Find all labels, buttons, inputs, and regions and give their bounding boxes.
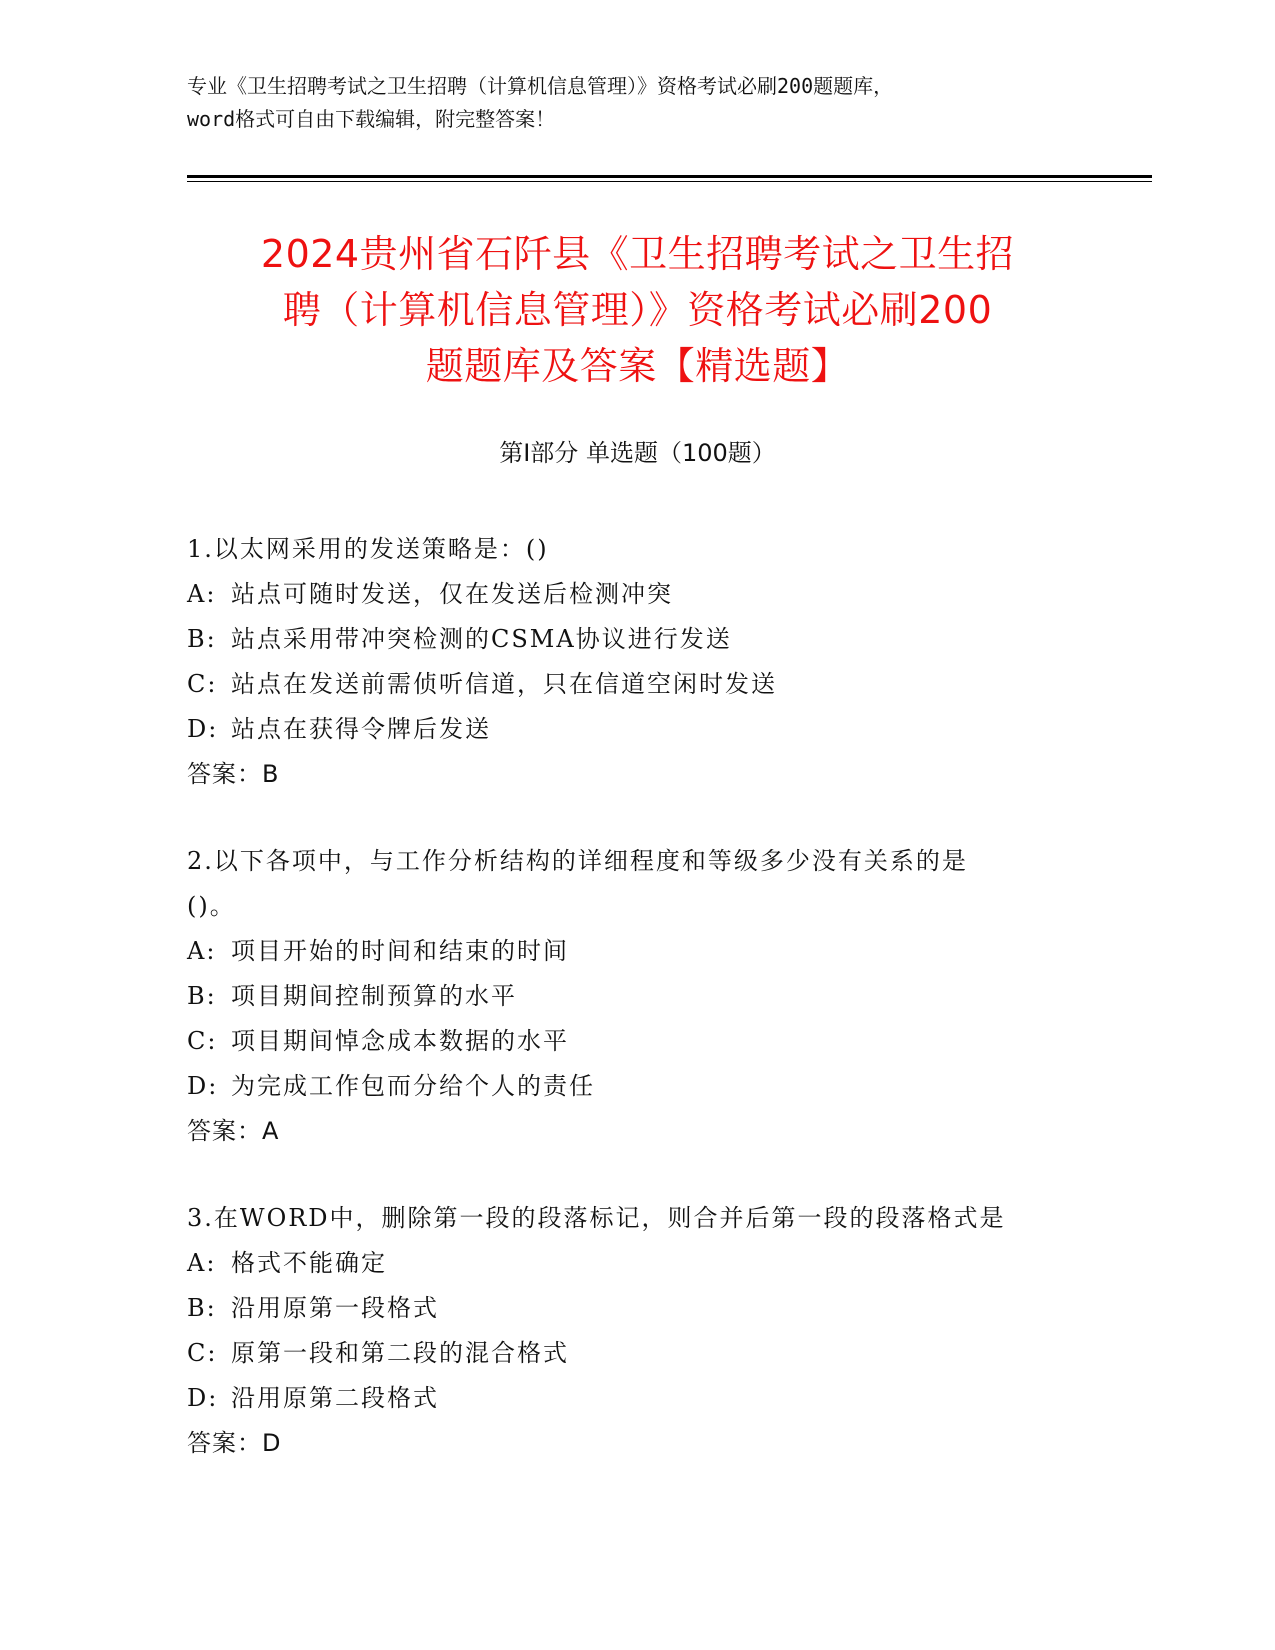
option-a: [187, 572, 1087, 617]
question-stem-continued: ()。: [187, 892, 236, 920]
option-text: 项目开始的时间和结束的时间: [231, 937, 569, 965]
option-letter: C:: [187, 670, 218, 698]
section-title: 第I部分 单选题（100题）: [499, 439, 776, 467]
option-letter: D:: [187, 1384, 219, 1412]
header-line-2: word格式可自由下载编辑，附完整答案！: [187, 107, 556, 131]
answer-line: 答案：A: [187, 1117, 280, 1145]
option-b: [187, 1286, 1087, 1331]
option-a: [187, 1241, 1087, 1286]
option-text: 站点在发送前需侦听信道，只在信道空闲时发送: [231, 670, 777, 698]
option-letter: B:: [187, 982, 217, 1010]
option-letter: B:: [187, 1294, 217, 1322]
option-text: 项目期间控制预算的水平: [231, 982, 517, 1010]
title-line-1: 2024贵州省石阡县《卫生招聘考试之卫生招: [260, 232, 1015, 276]
option-letter: D:: [187, 715, 219, 743]
answer-line: 答案：B: [187, 760, 280, 788]
option-d: [187, 707, 1087, 752]
option-text: 格式不能确定: [231, 1249, 387, 1277]
option-letter: C:: [187, 1339, 218, 1367]
option-text: 站点在获得令牌后发送: [231, 715, 491, 743]
answer-line: 答案：D: [187, 1429, 282, 1457]
header-rule-thick: [187, 175, 1152, 178]
question-stem: 1.以太网采用的发送策略是：(): [187, 535, 549, 563]
option-letter: C:: [187, 1027, 218, 1055]
option-letter: A:: [187, 937, 217, 965]
question-list: [187, 527, 1087, 1508]
option-letter: B:: [187, 625, 217, 653]
option-text: 站点可随时发送，仅在发送后检测冲突: [231, 580, 673, 608]
header-line-1: 专业《卫生招聘考试之卫生招聘（计算机信息管理）》资格考试必刷200题题库，: [187, 74, 894, 98]
question-stem: 2.以下各项中，与工作分析结构的详细程度和等级多少没有关系的是: [187, 847, 968, 875]
option-letter: A:: [187, 1249, 217, 1277]
option-text: 为完成工作包而分给个人的责任: [231, 1072, 595, 1100]
option-text: 站点采用带冲突检测的CSMA协议进行发送: [231, 625, 732, 653]
question-1: [187, 527, 1087, 797]
option-a: [187, 929, 1087, 974]
option-b: [187, 974, 1087, 1019]
document-title: [180, 226, 1095, 394]
option-c: [187, 662, 1087, 707]
option-c: [187, 1331, 1087, 1376]
option-d: [187, 1376, 1087, 1421]
title-line-2: 聘（计算机信息管理）》资格考试必刷200: [282, 288, 993, 332]
option-text: 项目期间悼念成本数据的水平: [231, 1027, 569, 1055]
question-3: [187, 1196, 1087, 1466]
option-d: [187, 1064, 1087, 1109]
question-2: [187, 839, 1087, 1154]
option-text: 沿用原第二段格式: [231, 1384, 439, 1412]
title-line-3: 题题库及答案【精选题】: [425, 344, 850, 388]
option-letter: A:: [187, 580, 217, 608]
option-letter: D:: [187, 1072, 219, 1100]
option-c: [187, 1019, 1087, 1064]
question-stem: 3.在WORD中，删除第一段的段落标记，则合并后第一段的段落格式是: [187, 1204, 1006, 1232]
page-header: [187, 70, 1087, 136]
header-rule-thin: [187, 181, 1152, 182]
option-text: 原第一段和第二段的混合格式: [231, 1339, 569, 1367]
option-text: 沿用原第一段格式: [231, 1294, 439, 1322]
option-b: [187, 617, 1087, 662]
